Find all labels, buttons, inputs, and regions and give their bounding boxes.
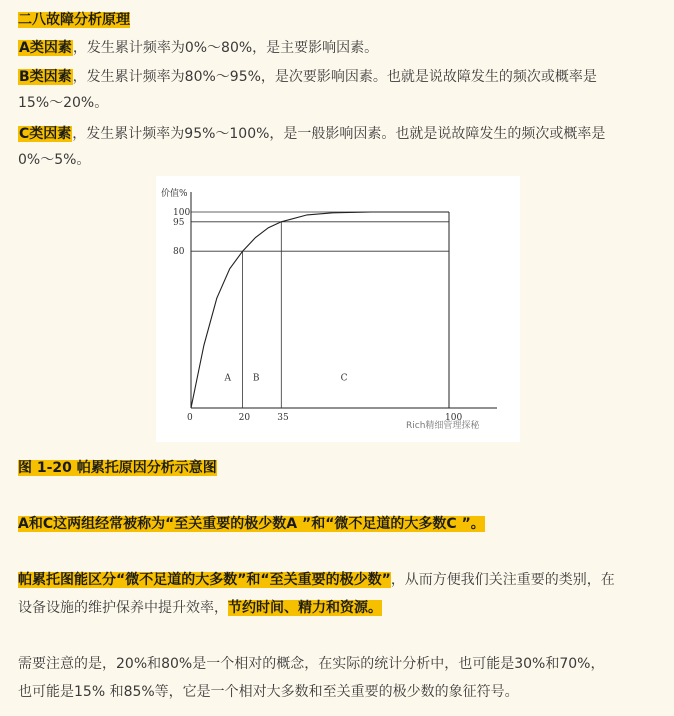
class-a-label: A类因素 [19, 40, 72, 56]
class-a-paragraph [18, 38, 378, 58]
figure-caption-text: 图 1-20 帕累托原因分析示意图 [18, 460, 217, 476]
heading [18, 10, 130, 30]
paragraph-2-line-2 [18, 598, 382, 618]
class-b-text-continued: 15%～20%。 [18, 95, 109, 111]
x-tick-label: 0 [187, 413, 193, 423]
paragraph-3-line-1: 需要注意的是，20%和80%是一个相对的概念，在实际的统计分析中，也可能是30%和70%， [18, 656, 605, 672]
class-b-paragraph [18, 67, 597, 87]
x-tick-label: 35 [277, 413, 289, 423]
pareto-figure [156, 176, 520, 442]
paragraph-2-highlight: 帕累托图能区分“微不足道的大多数”和“至关重要的极少数” [18, 572, 391, 588]
figure-caption [18, 458, 217, 478]
heading-text: 二八故障分析原理 [18, 12, 130, 28]
paragraph-3-line-2: 也可能是15% 和85%等，它是一个相对大多数和至关重要的极少数的象征符号。 [18, 684, 519, 700]
y-axis-label: 价值% [161, 189, 188, 199]
class-b-label: B类因素 [19, 69, 72, 85]
class-c-text: ，发生累计频率为95%～100%，是一般影响因素。也就是说故障发生的频次或概率是 [72, 126, 606, 142]
y-tick-label: 95 [173, 217, 185, 228]
region-label: C [340, 373, 348, 384]
paragraph-1-text: A和C这两组经常被称为“至关重要的极少数A ”和“微不足道的大多数C ”。 [18, 516, 485, 532]
class-c-text-continued: 0%～5%。 [18, 152, 91, 168]
paragraph-2-text: ，从而方便我们关注重要的类别，在 [390, 572, 615, 588]
x-tick-label: 100 [445, 413, 463, 423]
x-tick-label: 20 [238, 413, 251, 423]
paragraph-2-text-2: 设备设施的维护保养中提升效率， [18, 600, 228, 616]
watermark-text: Rich精细管理探秘 [406, 421, 480, 431]
y-tick-label: 100 [173, 208, 191, 218]
y-tick-label: 80 [173, 247, 185, 258]
class-c-label: C类因素 [19, 126, 72, 142]
class-c-paragraph [18, 124, 605, 144]
paragraph-2-highlight-2: 节约时间、精力和资源。 [228, 600, 382, 616]
region-label: A [224, 373, 232, 384]
paragraph-1 [18, 514, 485, 534]
paragraph-2 [18, 570, 615, 590]
class-a-text: ，发生累计频率为0%～80%，是主要影响因素。 [72, 40, 379, 56]
class-b-text: ，发生累计频率为80%～95%，是次要影响因素。也就是说故障发生的频次或概率是 [72, 69, 597, 85]
pareto-chart [156, 176, 520, 442]
region-label: B [252, 373, 260, 384]
